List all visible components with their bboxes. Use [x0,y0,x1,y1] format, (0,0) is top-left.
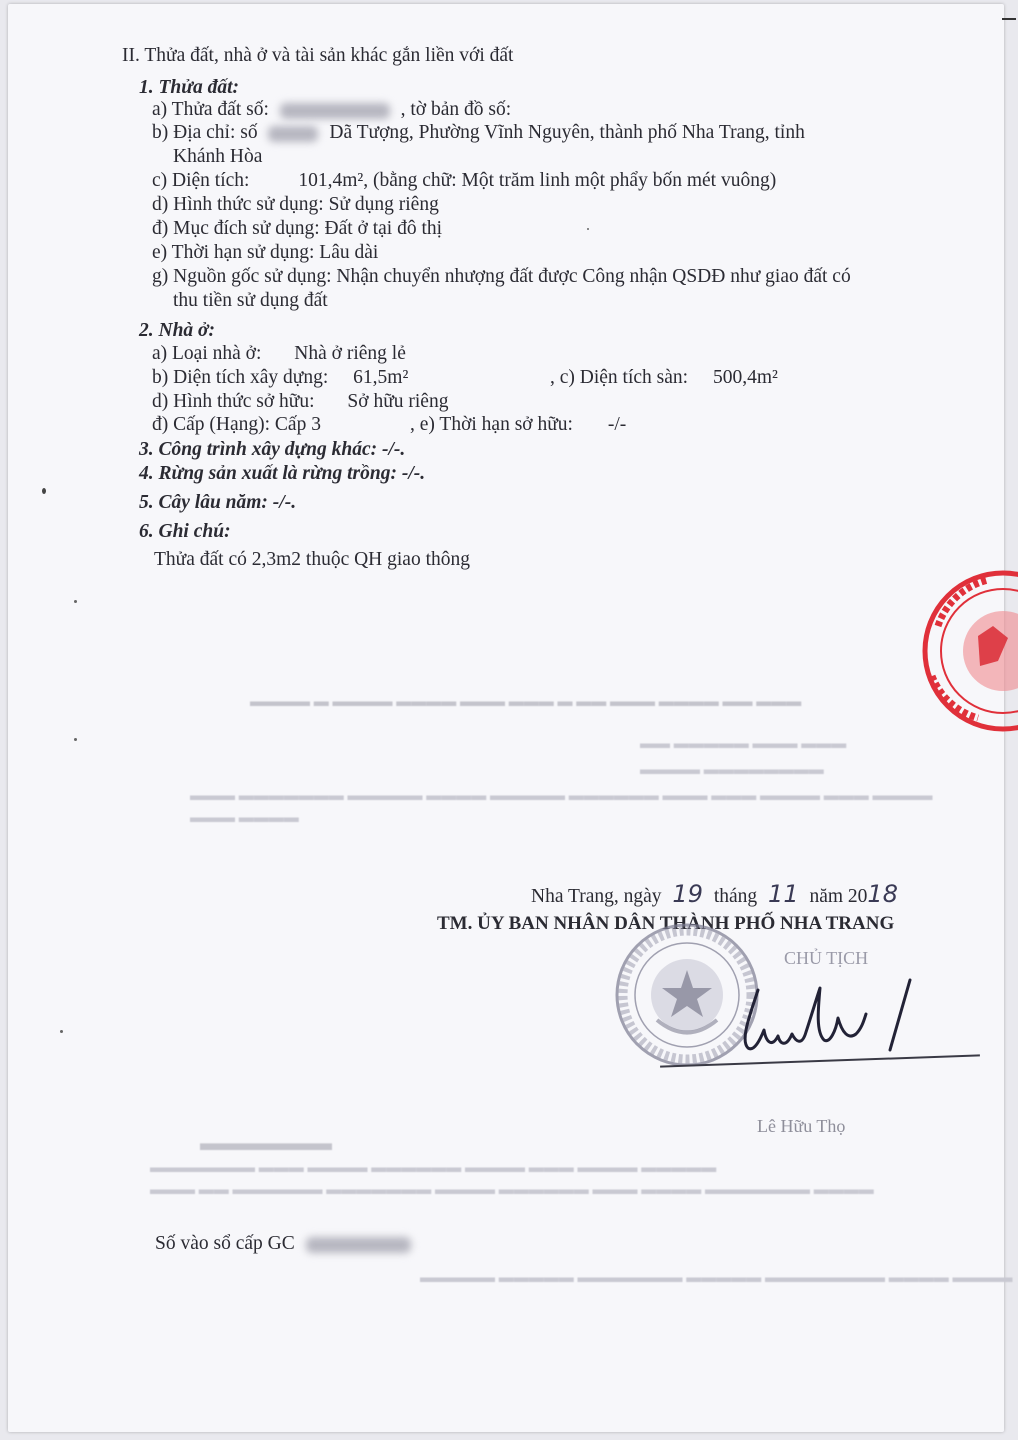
use-duration: e) Thời hạn sử dụng: Lâu dài [152,242,379,263]
address-province: Khánh Hòa [173,146,263,167]
date-month: 11 [768,880,799,908]
speck [60,1030,63,1033]
handwritten-signature [720,970,920,1060]
bleed-through-text: ▬▬▬▬▬▬ [200,1130,332,1155]
date-day: 19 [672,880,703,908]
redacted-house-number [268,126,318,142]
production-forest: 4. Rừng sản xuất là rừng trồng: -/-. [139,463,426,484]
month-label: tháng [713,886,758,907]
speck [74,600,77,603]
use-origin: g) Nguồn gốc sử dụng: Nhận chuyển nhượng đất được Công nhận QSDĐ như giao đất có [152,266,851,287]
build-area-value: 61,5m² [353,367,409,388]
bleed-through-text: ▬▬▬ ▬▬▬▬ [190,810,299,826]
date-year-suffix: 18 [867,880,898,908]
land-area-label: c) Diện tích: [152,170,250,191]
ownership-term-label: , e) Thời hạn sở hữu: [410,414,573,435]
speck [587,228,589,230]
registry-label: Số vào sổ cấp GC [155,1233,295,1254]
ownership-label: d) Hình thức sở hữu: [152,391,315,412]
signer-position: CHỦ TỊCH [784,948,869,968]
build-area-label: b) Diện tích xây dựng: [152,367,329,388]
ownership-term-value: -/- [607,414,627,435]
bleed-through-text: ▬▬▬ ▬▬▬▬▬▬▬ ▬▬▬▬▬ ▬▬▬▬ ▬▬▬▬▬ ▬▬▬▬▬▬ ▬▬▬ ▬▬▬ ▬▬▬▬ ▬▬▬ ▬▬▬▬ [190,788,933,804]
date-line [531,882,898,909]
redacted-registry-number [306,1237,411,1253]
house-type-line [152,342,406,366]
bleed-through-text: ▬▬▬▬▬▬▬ ▬▬▬ ▬▬▬▬ ▬▬▬▬▬▬ ▬▬▬▬ ▬▬▬ ▬▬▬▬ ▬▬▬▬▬ [150,1160,717,1176]
bleed-through-text: ▬▬▬▬▬ ▬▬▬▬▬ ▬▬▬▬▬▬▬ ▬▬▬▬▬ ▬▬▬▬▬▬▬▬ ▬▬▬▬ ▬▬▬▬ [420,1270,1013,1286]
floor-area-label: , c) Diện tích sàn: [550,367,689,388]
use-origin-cont: thu tiền sử dụng đất [173,290,328,311]
issuing-authority: TM. ỦY BAN NHÂN DÂN THÀNH PHỐ NHA TRANG [437,913,895,934]
bleed-through-text: ▬▬▬▬ ▬ ▬▬▬▬ ▬▬▬▬ ▬▬▬ ▬▬▬ ▬ ▬▬ ▬▬▬ ▬▬▬▬ ▬▬ ▬▬▬ [250,694,802,710]
ownership-term-line [410,413,626,437]
bleed-through-text: ▬▬ ▬▬▬▬▬ ▬▬▬ ▬▬▬ [640,736,847,752]
house-heading: 2. Nhà ở: [139,320,216,341]
section-title: II. Thửa đất, nhà ở và tài sản khác gắn liền với đất [122,45,514,66]
bleed-through-text: ▬▬▬ ▬▬ ▬▬▬▬▬▬ ▬▬▬▬▬▬▬ ▬▬▬▬ ▬▬▬▬▬▬ ▬▬▬ ▬▬▬▬ ▬▬▬▬▬▬▬ ▬▬▬▬ [150,1182,874,1198]
speck [42,488,46,494]
perennial-trees: 5. Cây lâu năm: -/-. [139,492,297,513]
date-prefix: Nha Trang, ngày [531,886,662,907]
floor-area-value: 500,4m² [712,367,778,388]
build-area-line [152,366,408,390]
red-seal-stamp [918,566,1018,736]
land-area-line [152,169,776,193]
address-label: b) Địa chỉ: số [152,122,258,143]
parcel-number-line [152,98,511,122]
map-sheet-label: , tờ bản đồ số: [400,99,512,120]
parcel-number-label: a) Thửa đất số: [152,99,269,120]
floor-area-line [550,366,778,390]
house-type-value: Nhà ở riêng lẻ [294,343,406,364]
address-line [152,121,805,145]
ownership-value: Sở hữu riêng [347,391,449,412]
edge-mark [1002,18,1016,20]
bleed-through-text: ▬▬▬▬ ▬▬▬▬▬▬▬▬ [640,762,824,778]
redacted-parcel-number [280,103,390,119]
house-type-label: a) Loại nhà ở: [152,343,262,364]
notes-heading: 6. Ghi chú: [139,521,231,542]
use-purpose: đ) Mục đích sử dụng: Đất ở tại đô thị [152,218,443,239]
use-form: d) Hình thức sử dụng: Sử dụng riêng [152,194,439,215]
ownership-line [152,390,448,414]
other-construction: 3. Công trình xây dựng khác: -/-. [139,439,406,460]
land-heading: 1. Thửa đất: [139,77,239,98]
address-value: Dã Tượng, Phường Vĩnh Nguyên, thành phố Nha Trang, tỉnh [329,122,805,143]
notes-text: Thửa đất có 2,3m2 thuộc QH giao thông [154,549,471,570]
speck [74,738,77,741]
registry-line [155,1232,411,1256]
house-grade: đ) Cấp (Hạng): Cấp 3 [152,414,321,435]
year-label: năm 20 [809,886,868,907]
land-area-value: 101,4m², (bằng chữ: Một trăm linh một phẩy bốn mét vuông) [298,170,777,191]
signer-name: Lê Hữu Thọ [757,1116,846,1136]
